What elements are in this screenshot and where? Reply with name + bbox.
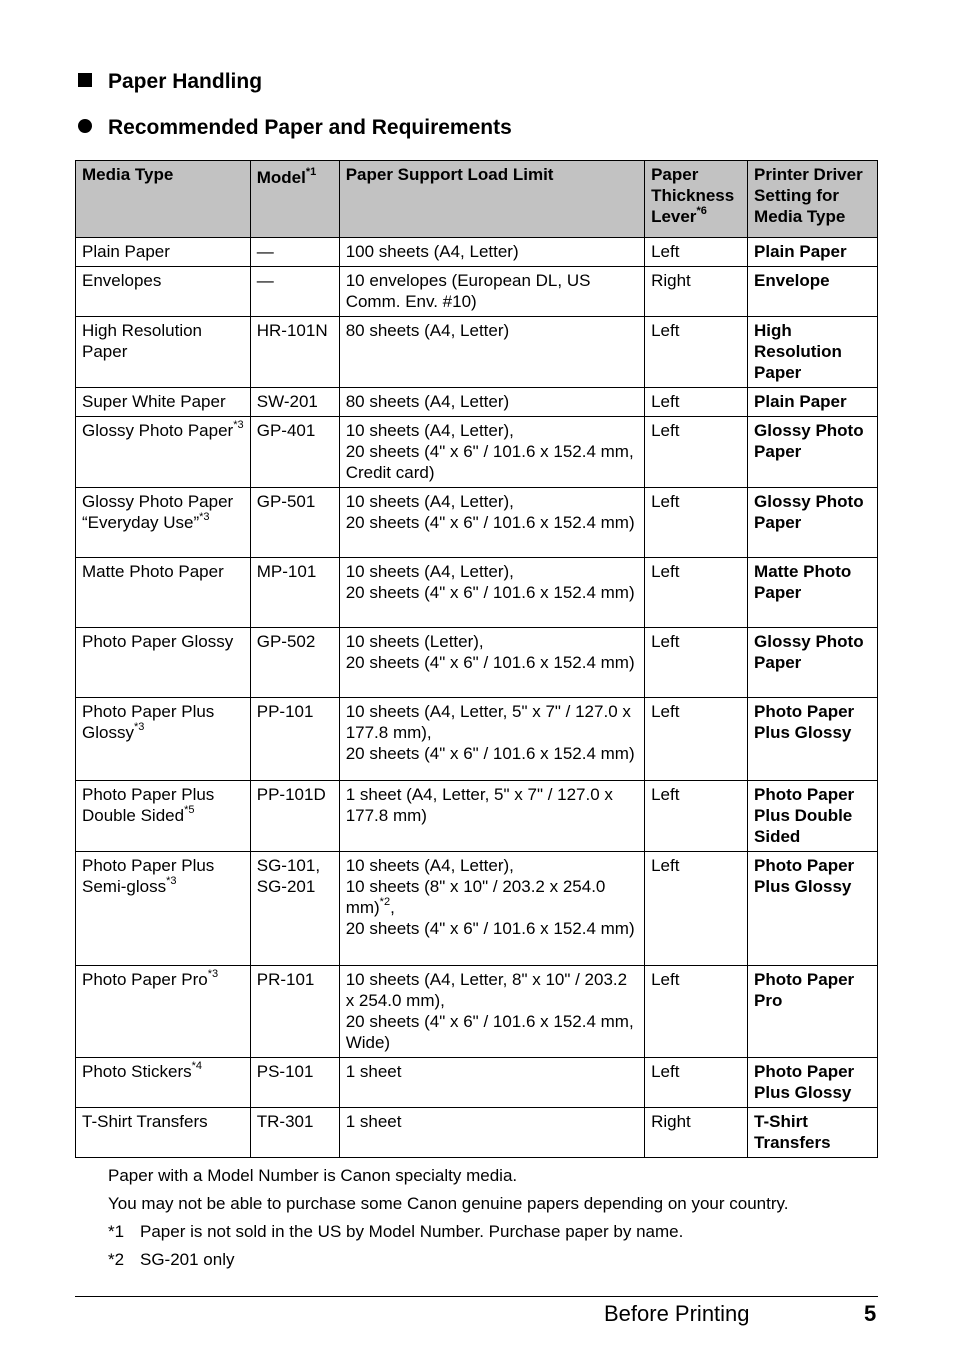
table-row — [76, 388, 878, 417]
cell-thickness-lever — [645, 488, 748, 558]
load-limit-text: 1 sheet (A4, Letter, 5" x 7" / 127.0 x 177.8 mm) — [345, 785, 613, 825]
cell-thickness-lever — [645, 388, 748, 417]
lever-text: Left — [651, 562, 680, 581]
cell-model — [250, 1058, 339, 1108]
header-driver-setting: Printer Driver Setting for Media Type — [748, 161, 878, 238]
load-limit-line — [346, 582, 638, 603]
model-text: GP-401 — [256, 421, 316, 440]
cell-model — [250, 558, 339, 628]
cell-media-type — [76, 267, 251, 317]
model-text: PP-101 — [256, 702, 314, 721]
circle-bullet-icon — [78, 119, 92, 133]
lever-text: Right — [651, 1112, 691, 1131]
model-text: GP-502 — [256, 632, 316, 651]
table-row — [76, 1108, 878, 1158]
load-limit-line — [346, 918, 638, 939]
footnote-ref: *3 — [207, 968, 219, 981]
footer-divider — [75, 1296, 878, 1297]
cell-driver-setting — [748, 698, 878, 781]
note-text: Paper is not sold in the US by Model Number. Purchase paper by name. — [140, 1222, 684, 1241]
cell-load-limit — [339, 781, 644, 852]
load-limit-text: 20 sheets (4" x 6" / 101.6 x 152.4 mm, Credit card) — [345, 442, 634, 482]
cell-thickness-lever — [645, 317, 748, 388]
table-header-row — [76, 161, 878, 238]
media-type-text: T-Shirt Transfers — [82, 1112, 208, 1131]
footnote-ref: *6 — [696, 205, 707, 218]
page-number: 5 — [864, 1301, 877, 1326]
load-limit-line — [346, 441, 638, 483]
notes — [108, 1165, 788, 1277]
driver-setting-text: Envelope — [754, 271, 830, 290]
driver-setting-text: Matte Photo Paper — [754, 562, 852, 602]
load-limit-line — [346, 1011, 638, 1053]
cell-model — [250, 388, 339, 417]
load-limit-line — [346, 491, 638, 512]
cell-driver-setting — [748, 267, 878, 317]
table-body — [76, 238, 878, 1158]
lever-text: Left — [651, 702, 680, 721]
driver-setting-text: Plain Paper — [754, 242, 847, 261]
load-limit-line — [346, 652, 638, 673]
cell-model — [250, 417, 339, 488]
cell-thickness-lever — [645, 781, 748, 852]
cell-model — [250, 317, 339, 388]
lever-text: Left — [651, 632, 680, 651]
media-type-text: High Resolution Paper — [82, 321, 203, 361]
media-type-text: Plain Paper — [82, 242, 170, 261]
note-text: You may not be able to purchase some Canon genuine papers depending on your country. — [108, 1194, 789, 1213]
lever-text: Left — [651, 970, 680, 989]
load-limit-text: 10 sheets (Letter), — [345, 632, 484, 651]
cell-media-type — [76, 558, 251, 628]
model-text: HR-101N — [256, 321, 328, 340]
cell-thickness-lever — [645, 966, 748, 1058]
footnote-ref: *1 — [305, 166, 317, 179]
table-row — [76, 267, 878, 317]
cell-load-limit — [339, 388, 644, 417]
load-limit-line — [346, 320, 638, 341]
lever-text: Left — [651, 421, 680, 440]
cell-driver-setting — [748, 628, 878, 698]
load-limit-text: 10 sheets (A4, Letter), — [345, 421, 514, 440]
driver-setting-text: T-Shirt Transfers — [754, 1112, 831, 1152]
load-limit-line — [346, 855, 638, 876]
note-line — [108, 1221, 788, 1249]
load-limit-line — [346, 1061, 638, 1082]
driver-setting-text: Glossy Photo Paper — [754, 632, 864, 672]
load-limit-text: 10 sheets (A4, Letter), — [345, 562, 514, 581]
lever-text: Left — [651, 321, 680, 340]
cell-thickness-lever — [645, 267, 748, 317]
footer-section-title: Before Printing — [604, 1301, 750, 1326]
square-bullet-icon — [78, 73, 92, 87]
cell-media-type — [76, 1058, 251, 1108]
cell-model — [250, 781, 339, 852]
load-limit-text: , — [390, 898, 395, 917]
load-limit-line — [346, 561, 638, 582]
load-limit-line — [346, 270, 638, 312]
load-limit-text: 80 sheets (A4, Letter) — [345, 392, 510, 411]
cell-load-limit — [339, 1058, 644, 1108]
cell-model — [250, 852, 339, 966]
header-thickness-lever: Paper Thickness Lever$^{*6}$ — [645, 161, 748, 238]
note-line — [108, 1165, 788, 1193]
model-text: PS-101 — [256, 1062, 314, 1081]
note-text: SG-201 only — [140, 1250, 235, 1269]
cell-model — [250, 1108, 339, 1158]
cell-media-type — [76, 238, 251, 267]
cell-media-type — [76, 317, 251, 388]
load-limit-line — [346, 1111, 638, 1132]
footnote-ref: *3 — [166, 875, 177, 888]
subsection-heading — [78, 116, 512, 140]
cell-model — [250, 628, 339, 698]
cell-thickness-lever — [645, 628, 748, 698]
note-line — [108, 1193, 788, 1221]
driver-setting-text: High Resolution Paper — [754, 321, 842, 382]
lever-text: Left — [651, 1062, 680, 1081]
load-limit-text: 20 sheets (4" x 6" / 101.6 x 152.4 mm) — [345, 653, 635, 672]
model-text: GP-501 — [256, 492, 316, 511]
cell-driver-setting — [748, 558, 878, 628]
driver-setting-text: Glossy Photo Paper — [754, 421, 864, 461]
cell-driver-setting — [748, 1058, 878, 1108]
cell-load-limit — [339, 488, 644, 558]
table-row — [76, 238, 878, 267]
model-text: TR-301 — [256, 1112, 314, 1131]
load-limit-text: 1 sheet — [345, 1112, 402, 1131]
lever-text: Left — [651, 785, 680, 804]
cell-driver-setting — [748, 388, 878, 417]
load-limit-text: 10 sheets (A4, Letter), — [345, 856, 514, 875]
load-limit-text: 10 sheets (A4, Letter), — [345, 492, 514, 511]
cell-thickness-lever — [645, 558, 748, 628]
footnote-ref: *2 — [379, 896, 391, 909]
footnote-mark: *1 — [108, 1222, 125, 1241]
paper-requirements-table — [75, 160, 878, 1158]
cell-thickness-lever — [645, 1058, 748, 1108]
load-limit-line — [346, 743, 638, 764]
model-text: SG-101, SG-201 — [256, 856, 321, 896]
cell-thickness-lever — [645, 852, 748, 966]
cell-thickness-lever — [645, 417, 748, 488]
header-load-limit: Paper Support Load Limit — [339, 161, 644, 238]
footnote-ref: *5 — [184, 804, 195, 817]
media-type-text: Photo Stickers — [82, 1062, 192, 1081]
cell-model — [250, 238, 339, 267]
media-type-text: Matte Photo Paper — [82, 562, 224, 581]
lever-text: Left — [651, 242, 680, 261]
driver-setting-text: Plain Paper — [754, 392, 847, 411]
load-limit-text: 100 sheets (A4, Letter) — [345, 242, 519, 261]
media-type-text: Photo Paper Plus Double Sided — [82, 785, 215, 825]
load-limit-text: 20 sheets (4" x 6" / 101.6 x 152.4 mm) — [345, 919, 635, 938]
driver-setting-text: Photo Paper Plus Glossy — [754, 1062, 855, 1102]
load-limit-text: 1 sheet — [345, 1062, 402, 1081]
cell-load-limit — [339, 317, 644, 388]
driver-setting-text: Photo Paper Pro — [754, 970, 855, 1010]
model-text: PR-101 — [256, 970, 315, 989]
cell-load-limit — [339, 852, 644, 966]
model-text: PP-101D — [256, 785, 326, 804]
cell-thickness-lever — [645, 238, 748, 267]
table-row — [76, 317, 878, 388]
media-type-text: Glossy Photo Paper “Everyday Use” — [82, 492, 234, 532]
cell-model — [250, 966, 339, 1058]
footnote-ref: *3 — [199, 511, 210, 524]
load-limit-text: 20 sheets (4" x 6" / 101.6 x 152.4 mm) — [345, 583, 635, 602]
load-limit-line — [346, 701, 638, 743]
cell-load-limit — [339, 628, 644, 698]
table-row — [76, 1058, 878, 1108]
driver-setting-text: Glossy Photo Paper — [754, 492, 864, 532]
cell-load-limit — [339, 267, 644, 317]
section-heading-text: Paper Handling — [108, 70, 263, 93]
driver-setting-text: Photo Paper Plus Glossy — [754, 702, 855, 742]
cell-media-type — [76, 698, 251, 781]
cell-driver-setting — [748, 238, 878, 267]
load-limit-line — [346, 420, 638, 441]
load-limit-text: 10 sheets (A4, Letter, 8" x 10" / 203.2 x 254.0 mm), — [345, 970, 628, 1010]
cell-driver-setting — [748, 1108, 878, 1158]
table-row — [76, 628, 878, 698]
lever-text: Left — [651, 392, 680, 411]
table-row — [76, 852, 878, 966]
load-limit-line — [346, 969, 638, 1011]
cell-driver-setting — [748, 966, 878, 1058]
cell-model — [250, 698, 339, 781]
header-model: Model$^{*1}$ — [250, 161, 339, 238]
section-heading — [78, 70, 262, 94]
cell-media-type — [76, 781, 251, 852]
cell-load-limit — [339, 698, 644, 781]
media-type-text: Photo Paper Glossy — [82, 632, 234, 651]
load-limit-line — [346, 784, 638, 826]
footnote-mark: *2 — [108, 1250, 125, 1269]
table-row — [76, 558, 878, 628]
cell-media-type — [76, 388, 251, 417]
model-text: — — [256, 271, 274, 290]
load-limit-text: 20 sheets (4" x 6" / 101.6 x 152.4 mm, Wide) — [345, 1012, 634, 1052]
model-text: MP-101 — [256, 562, 317, 581]
footnote-ref: *3 — [233, 419, 244, 432]
model-text: SW-201 — [256, 392, 318, 411]
load-limit-text: 80 sheets (A4, Letter) — [345, 321, 510, 340]
media-type-text: Glossy Photo Paper — [82, 421, 234, 440]
cell-media-type — [76, 628, 251, 698]
table-row — [76, 781, 878, 852]
cell-driver-setting — [748, 488, 878, 558]
cell-load-limit — [339, 417, 644, 488]
cell-driver-setting — [748, 852, 878, 966]
load-limit-text: 10 sheets (A4, Letter, 5" x 7" / 127.0 x 177.8 mm), — [345, 702, 631, 742]
cell-media-type — [76, 966, 251, 1058]
load-limit-text: 20 sheets (4" x 6" / 101.6 x 152.4 mm) — [345, 513, 635, 532]
cell-model — [250, 267, 339, 317]
media-type-text: Photo Paper Plus Glossy — [82, 702, 215, 742]
media-type-text: Photo Paper Plus Semi-gloss — [82, 856, 215, 896]
load-limit-line — [346, 241, 638, 262]
load-limit-text: 10 sheets (8" x 10" / 203.2 x 254.0 mm) — [345, 877, 606, 917]
cell-driver-setting — [748, 781, 878, 852]
subsection-heading-text: Recommended Paper and Requirements — [108, 116, 512, 139]
load-limit-line — [346, 631, 638, 652]
cell-media-type — [76, 1108, 251, 1158]
cell-driver-setting — [748, 417, 878, 488]
cell-thickness-lever — [645, 1108, 748, 1158]
cell-driver-setting — [748, 317, 878, 388]
load-limit-line — [346, 391, 638, 412]
driver-setting-text: Photo Paper Plus Glossy — [754, 856, 855, 896]
table-row — [76, 966, 878, 1058]
driver-setting-text: Photo Paper Plus Double Sided — [754, 785, 855, 846]
cell-media-type — [76, 488, 251, 558]
cell-thickness-lever — [645, 698, 748, 781]
footnote-ref: *3 — [133, 721, 145, 734]
media-type-text: Photo Paper Pro — [82, 970, 208, 989]
header-media-type: Media Type — [76, 161, 251, 238]
model-text: — — [256, 242, 274, 261]
load-limit-text: 10 envelopes (European DL, US Comm. Env. #10) — [345, 271, 591, 311]
media-type-text: Super White Paper — [82, 392, 226, 411]
table-row — [76, 488, 878, 558]
cell-model — [250, 488, 339, 558]
lever-text: Left — [651, 856, 680, 875]
media-type-text: Envelopes — [82, 271, 162, 290]
cell-load-limit — [339, 558, 644, 628]
cell-load-limit — [339, 966, 644, 1058]
cell-load-limit — [339, 1108, 644, 1158]
load-limit-line — [346, 512, 638, 533]
note-line — [108, 1249, 788, 1277]
note-text: Paper with a Model Number is Canon specialty media. — [108, 1166, 518, 1185]
cell-media-type — [76, 852, 251, 966]
cell-media-type — [76, 417, 251, 488]
footnote-ref: *4 — [191, 1060, 203, 1073]
table-row — [76, 698, 878, 781]
lever-text: Left — [651, 492, 680, 511]
cell-load-limit — [339, 238, 644, 267]
load-limit-text: 20 sheets (4" x 6" / 101.6 x 152.4 mm) — [345, 744, 635, 763]
lever-text: Right — [651, 271, 691, 290]
table-row — [76, 417, 878, 488]
load-limit-line — [346, 876, 638, 918]
